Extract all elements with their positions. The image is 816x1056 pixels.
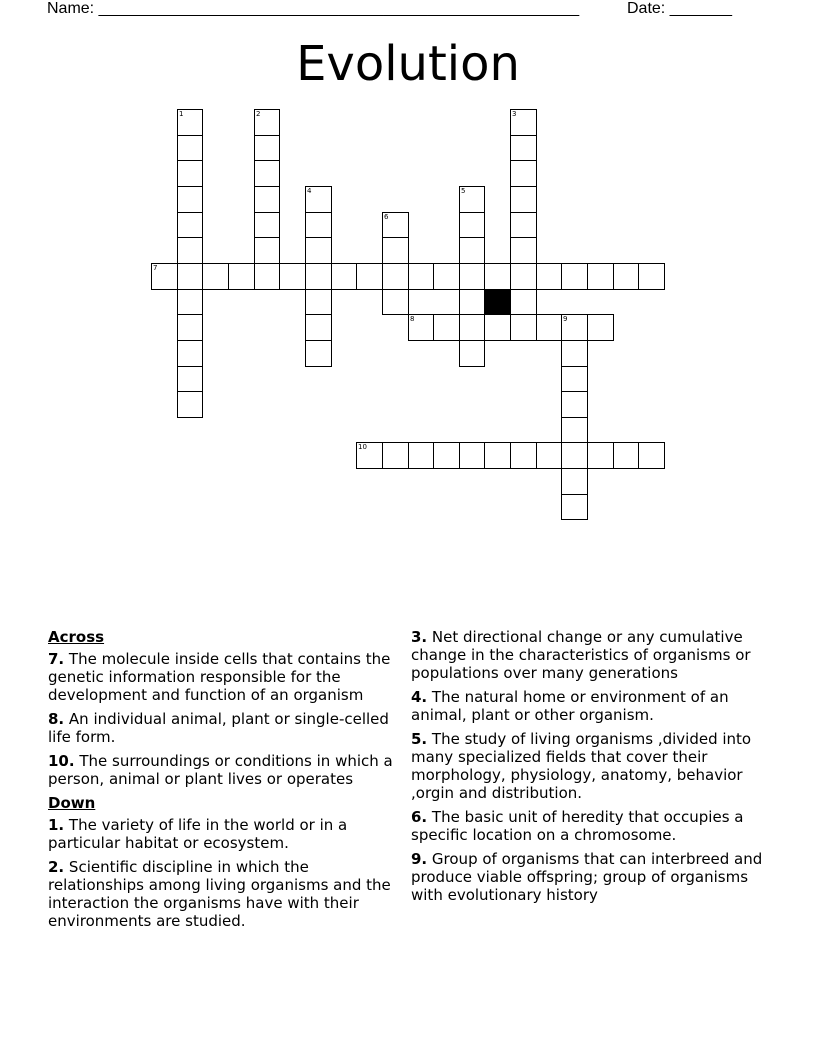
crossword-cell[interactable] [151,263,178,290]
crossword-cell[interactable] [638,442,665,469]
cell-number: 7 [153,264,158,272]
crossword-cell[interactable] [536,314,562,341]
page-title: Evolution [296,36,520,92]
crossword-cell[interactable] [510,109,537,136]
clue-text: Scientific discipline in which the relationships among living organisms and the interaction the organisms have with their environments are studied. [48,858,391,930]
clue-down-3 [411,628,763,682]
cell-number: 2 [256,110,261,118]
crossword-cell[interactable] [177,160,203,187]
crossword-cell[interactable] [459,186,485,213]
crossword-cell[interactable] [587,263,614,290]
crossword-cell[interactable] [433,442,460,469]
crossword-cell[interactable] [484,442,511,469]
crossword-cell[interactable] [305,237,332,264]
across-heading: Across [48,628,105,646]
crossword-cell[interactable] [561,391,588,418]
crossword-cell[interactable] [408,442,434,469]
clue-down-1 [48,816,400,852]
crossword-cell[interactable] [177,391,203,418]
cell-number: 1 [179,110,184,118]
date-field-line[interactable]: Date: _______ [627,0,732,17]
crossword-cell[interactable] [459,237,485,264]
clue-number: 2. [48,858,65,876]
crossword-cell[interactable] [510,160,537,187]
clue-text: The variety of life in the world or in a particular habitat or ecosystem. [48,816,348,852]
crossword-cell[interactable] [408,263,434,290]
crossword-cell[interactable] [305,289,332,315]
crossword-cell[interactable] [484,263,511,290]
crossword-cell[interactable] [587,442,614,469]
crossword-cell[interactable] [382,237,409,264]
crossword-cell[interactable] [561,494,588,520]
clue-text: The basic unit of heredity that occupies a specific location on a chromosome. [411,808,744,844]
name-field-line[interactable]: Name: ______________________________________________________ [47,0,580,17]
crossword-cell[interactable] [254,135,280,161]
crossword-cell[interactable] [177,289,203,315]
crossword-cell[interactable] [433,314,460,341]
clue-number: 6. [411,808,428,826]
crossword-cell[interactable] [305,212,332,238]
clue-number: 3. [411,628,428,646]
cell-number: 9 [563,315,568,323]
crossword-cell[interactable] [177,314,203,341]
crossword-cell[interactable] [459,263,485,290]
crossword-cell[interactable] [228,263,255,290]
crossword-cell[interactable] [177,212,203,238]
clue-number: 1. [48,816,65,834]
clue-across-7 [48,650,400,704]
crossword-cell[interactable] [382,442,409,469]
clue-across-8 [48,710,400,746]
crossword-cell[interactable] [356,442,383,469]
clues-column-right [411,628,763,910]
crossword-cell[interactable] [561,340,588,367]
crossword-cell[interactable] [177,340,203,367]
crossword-cell[interactable] [561,468,588,495]
crossword-cell[interactable] [177,366,203,392]
clue-number: 9. [411,850,428,868]
clue-down-9 [411,850,763,904]
crossword-cell[interactable] [484,314,511,341]
clue-number: 4. [411,688,428,706]
cell-number: 8 [410,315,415,323]
crossword-cell[interactable] [305,314,332,341]
crossword-cell[interactable] [177,109,203,136]
crossword-cell[interactable] [638,263,665,290]
crossword-cell[interactable] [202,263,229,290]
crossword-cell[interactable] [561,417,588,443]
cell-number: 10 [358,443,367,451]
down-heading: Down [48,794,96,812]
crossword-cell[interactable] [305,263,332,290]
crossword-cell[interactable] [510,186,537,213]
crossword-cell[interactable] [177,237,203,264]
clue-number: 5. [411,730,428,748]
clue-text: Net directional change or any cumulative change in the characteristics of organisms or populations over many generations [411,628,751,682]
crossword-cell[interactable] [177,135,203,161]
crossword-cell[interactable] [382,263,409,290]
crossword-cell[interactable] [587,314,614,341]
crossword-cell[interactable] [459,442,485,469]
clue-text: The natural home or environment of an animal, plant or other organism. [411,688,729,724]
clue-down-4 [411,688,763,724]
crossword-cell[interactable] [536,442,562,469]
crossword-cell[interactable] [510,212,537,238]
crossword-cell[interactable] [433,263,460,290]
crossword-cell[interactable] [305,186,332,213]
crossword-cell[interactable] [254,263,280,290]
clue-text: Group of organisms that can interbreed and produce viable offspring; group of organisms with evolutionary history [411,850,763,904]
crossword-cell[interactable] [510,289,537,315]
crossword-cell[interactable] [510,442,537,469]
clue-text: An individual animal, plant or single-celled life form. [48,710,389,746]
cell-number: 4 [307,187,312,195]
crossword-cell[interactable] [510,263,537,290]
crossword-block [484,289,511,315]
crossword-cell[interactable] [254,160,280,187]
cell-number: 6 [384,213,389,221]
clue-number: 10. [48,752,75,770]
crossword-cell[interactable] [561,366,588,392]
clue-number: 7. [48,650,65,668]
clue-text: The study of living organisms ,divided into many specialized fields that cover their morphology, physiology, anatomy, behavior ,orgin and distribution. [411,730,752,802]
clues-column-left [48,628,400,936]
crossword-cell[interactable] [305,340,332,367]
clue-down-6 [411,808,763,844]
crossword-cell[interactable] [510,135,537,161]
crossword-cell[interactable] [459,314,485,341]
crossword-cell[interactable] [561,442,588,469]
crossword-grid [0,0,816,520]
crossword-cell[interactable] [254,237,280,264]
crossword-cell[interactable] [510,237,537,264]
crossword-cell[interactable] [254,186,280,213]
clue-down-5 [411,730,763,802]
cell-number: 5 [461,187,466,195]
crossword-cell[interactable] [331,263,357,290]
crossword-cell[interactable] [561,314,588,341]
crossword-cell[interactable] [613,263,639,290]
crossword-cell[interactable] [561,263,588,290]
crossword-cell[interactable] [254,212,280,238]
crossword-cell[interactable] [408,314,434,341]
clue-down-2 [48,858,400,930]
clue-text: The surroundings or conditions in which a person, animal or plant lives or operates [48,752,393,788]
clue-across-10 [48,752,400,788]
crossword-cell[interactable] [459,340,485,367]
cell-number: 3 [512,110,517,118]
crossword-cell[interactable] [536,263,562,290]
clue-text: The molecule inside cells that contains the genetic information responsible for the development and function of an organism [48,650,391,704]
crossword-cell[interactable] [613,442,639,469]
crossword-cell[interactable] [279,263,306,290]
crossword-cell[interactable] [510,314,537,341]
crossword-cell[interactable] [177,263,203,290]
crossword-cell[interactable] [356,263,383,290]
crossword-cell[interactable] [459,212,485,238]
crossword-cell[interactable] [382,212,409,238]
crossword-cell[interactable] [382,289,409,315]
crossword-cell[interactable] [254,109,280,136]
clue-number: 8. [48,710,65,728]
crossword-cell[interactable] [459,289,485,315]
crossword-cell[interactable] [177,186,203,213]
